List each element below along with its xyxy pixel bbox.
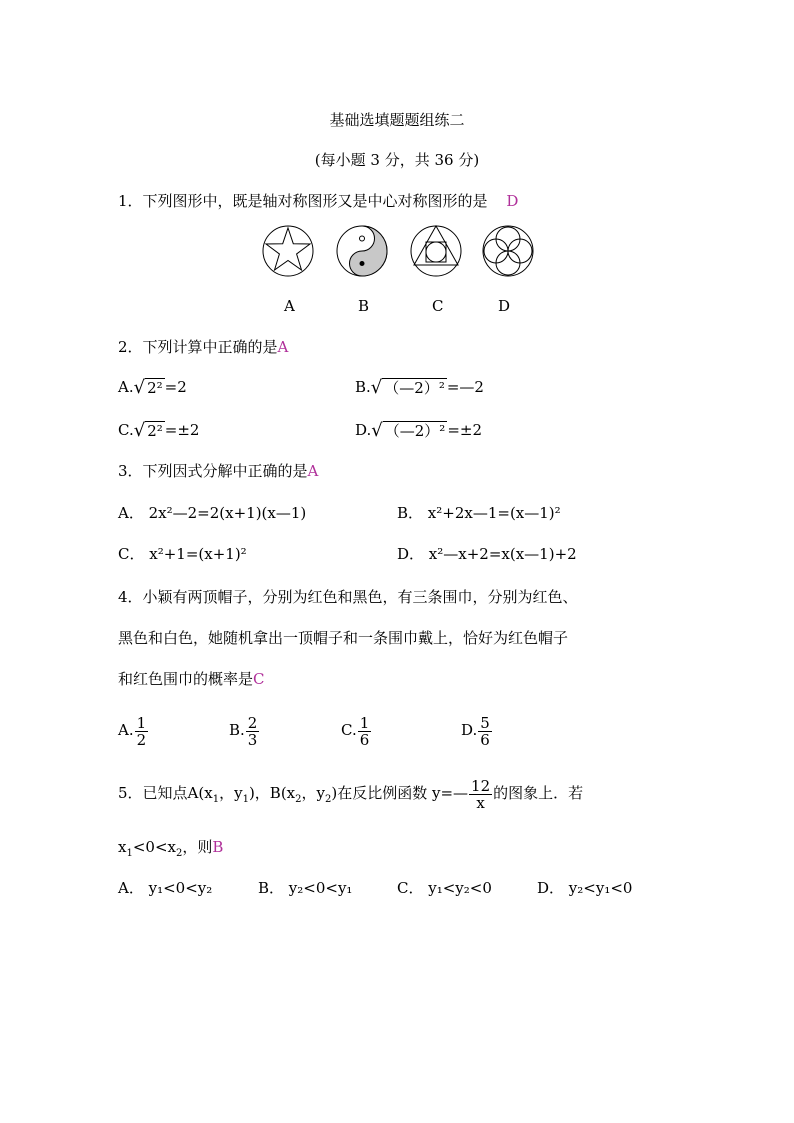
sqrt-sign: √ （—2）² — [370, 377, 445, 398]
question-4-answer: C — [253, 670, 265, 688]
fraction: $\frac{2}{3}$ — [247, 713, 258, 749]
question-1-figures — [255, 222, 545, 284]
question-2-option-d: D.√ （—2）² =±2 — [355, 420, 482, 441]
question-4-line-1: 4．小颖有两顶帽子，分别为红色和黑色，有三条围巾，分别为红色、 — [118, 588, 578, 606]
fraction: $\frac{1}{6}$ — [359, 713, 370, 749]
page-subtitle: (每小题 3 分，共 36 分) — [314, 151, 480, 169]
figure-label-b: B — [358, 297, 370, 315]
question-3-option-d: D． x²—x+2=x(x—1)+2 — [397, 545, 577, 563]
question-3-stem: 3．下列因式分解中正确的是 — [118, 462, 308, 480]
question-2 — [118, 337, 288, 357]
four-circles-in-circle-icon — [483, 226, 533, 276]
question-3-answer: A — [307, 462, 319, 480]
page-title: 基础选填题题组练二 — [329, 111, 465, 129]
question-4-option-a: A. $\frac{1}{2}$ — [118, 713, 147, 749]
question-5-line-1: 5．已知点$A(x_1$，$y_1$)，$B(x_2$，$y_2$)在反比例函数 y=— $\frac{12}{x}$ 的图象上．若 — [118, 776, 584, 812]
question-4-line-2: 黑色和白色，她随机拿出一顶帽子和一条围巾戴上，恰好为红色帽子 — [118, 629, 569, 647]
sqrt-sign: √ 2² — [133, 420, 163, 441]
question-1-answer: D — [506, 192, 519, 210]
question-2-option-b: B.√ （—2）² =—2 — [355, 377, 484, 398]
fraction: $\frac{5}{6}$ — [480, 713, 490, 749]
figure-label-d: D — [498, 297, 511, 315]
question-5-option-a: A． y₁<0<y₂ — [118, 879, 213, 897]
question-5-line-2: $x_1<0<x_2$，则B — [118, 838, 224, 859]
question-5-option-c: C． y₁<y₂<0 — [397, 879, 492, 897]
fraction: $\frac{12}{x}$ — [471, 776, 491, 812]
question-4-option-c: C. $\frac{1}{6}$ — [341, 713, 370, 749]
question-1 — [118, 191, 518, 211]
question-2-option-c: C.√ 2² =±2 — [118, 420, 200, 441]
question-4-option-d: D. $\frac{5}{6}$ — [461, 713, 490, 749]
question-2-answer: A — [277, 338, 289, 356]
question-4-line-3: 和红色围巾的概率是C — [118, 670, 265, 688]
question-3-option-a: A． 2x²—2=2(x+1)(x—1) — [118, 504, 307, 522]
question-3-option-c: C． x²+1=(x+1)² — [118, 545, 247, 563]
question-4-option-b: B. $\frac{2}{3}$ — [229, 713, 258, 749]
star-in-circle-icon — [263, 226, 313, 276]
figure-label-a: A — [284, 297, 295, 315]
question-1-stem: 1．下列图形中，既是轴对称图形又是中心对称图形的是 — [118, 192, 488, 210]
triangle-square-in-circle-icon — [411, 226, 461, 276]
yin-yang-icon — [337, 226, 387, 276]
sqrt-sign: √ 2² — [133, 377, 163, 398]
sqrt-sign: √ （—2）² — [371, 420, 446, 441]
question-3-option-b: B． x²+2x—1=(x—1)² — [397, 504, 561, 522]
question-5-answer: B — [212, 838, 224, 856]
figure-label-c: C — [432, 297, 444, 315]
fraction: $\frac{1}{2}$ — [136, 713, 147, 749]
question-2-stem: 2．下列计算中正确的是 — [118, 338, 278, 356]
question-3 — [118, 461, 318, 481]
question-5-option-b: B． y₂<0<y₁ — [258, 879, 353, 897]
question-5-option-d: D． y₂<y₁<0 — [537, 879, 633, 897]
question-2-option-a: A.√ 2² =2 — [118, 377, 187, 398]
